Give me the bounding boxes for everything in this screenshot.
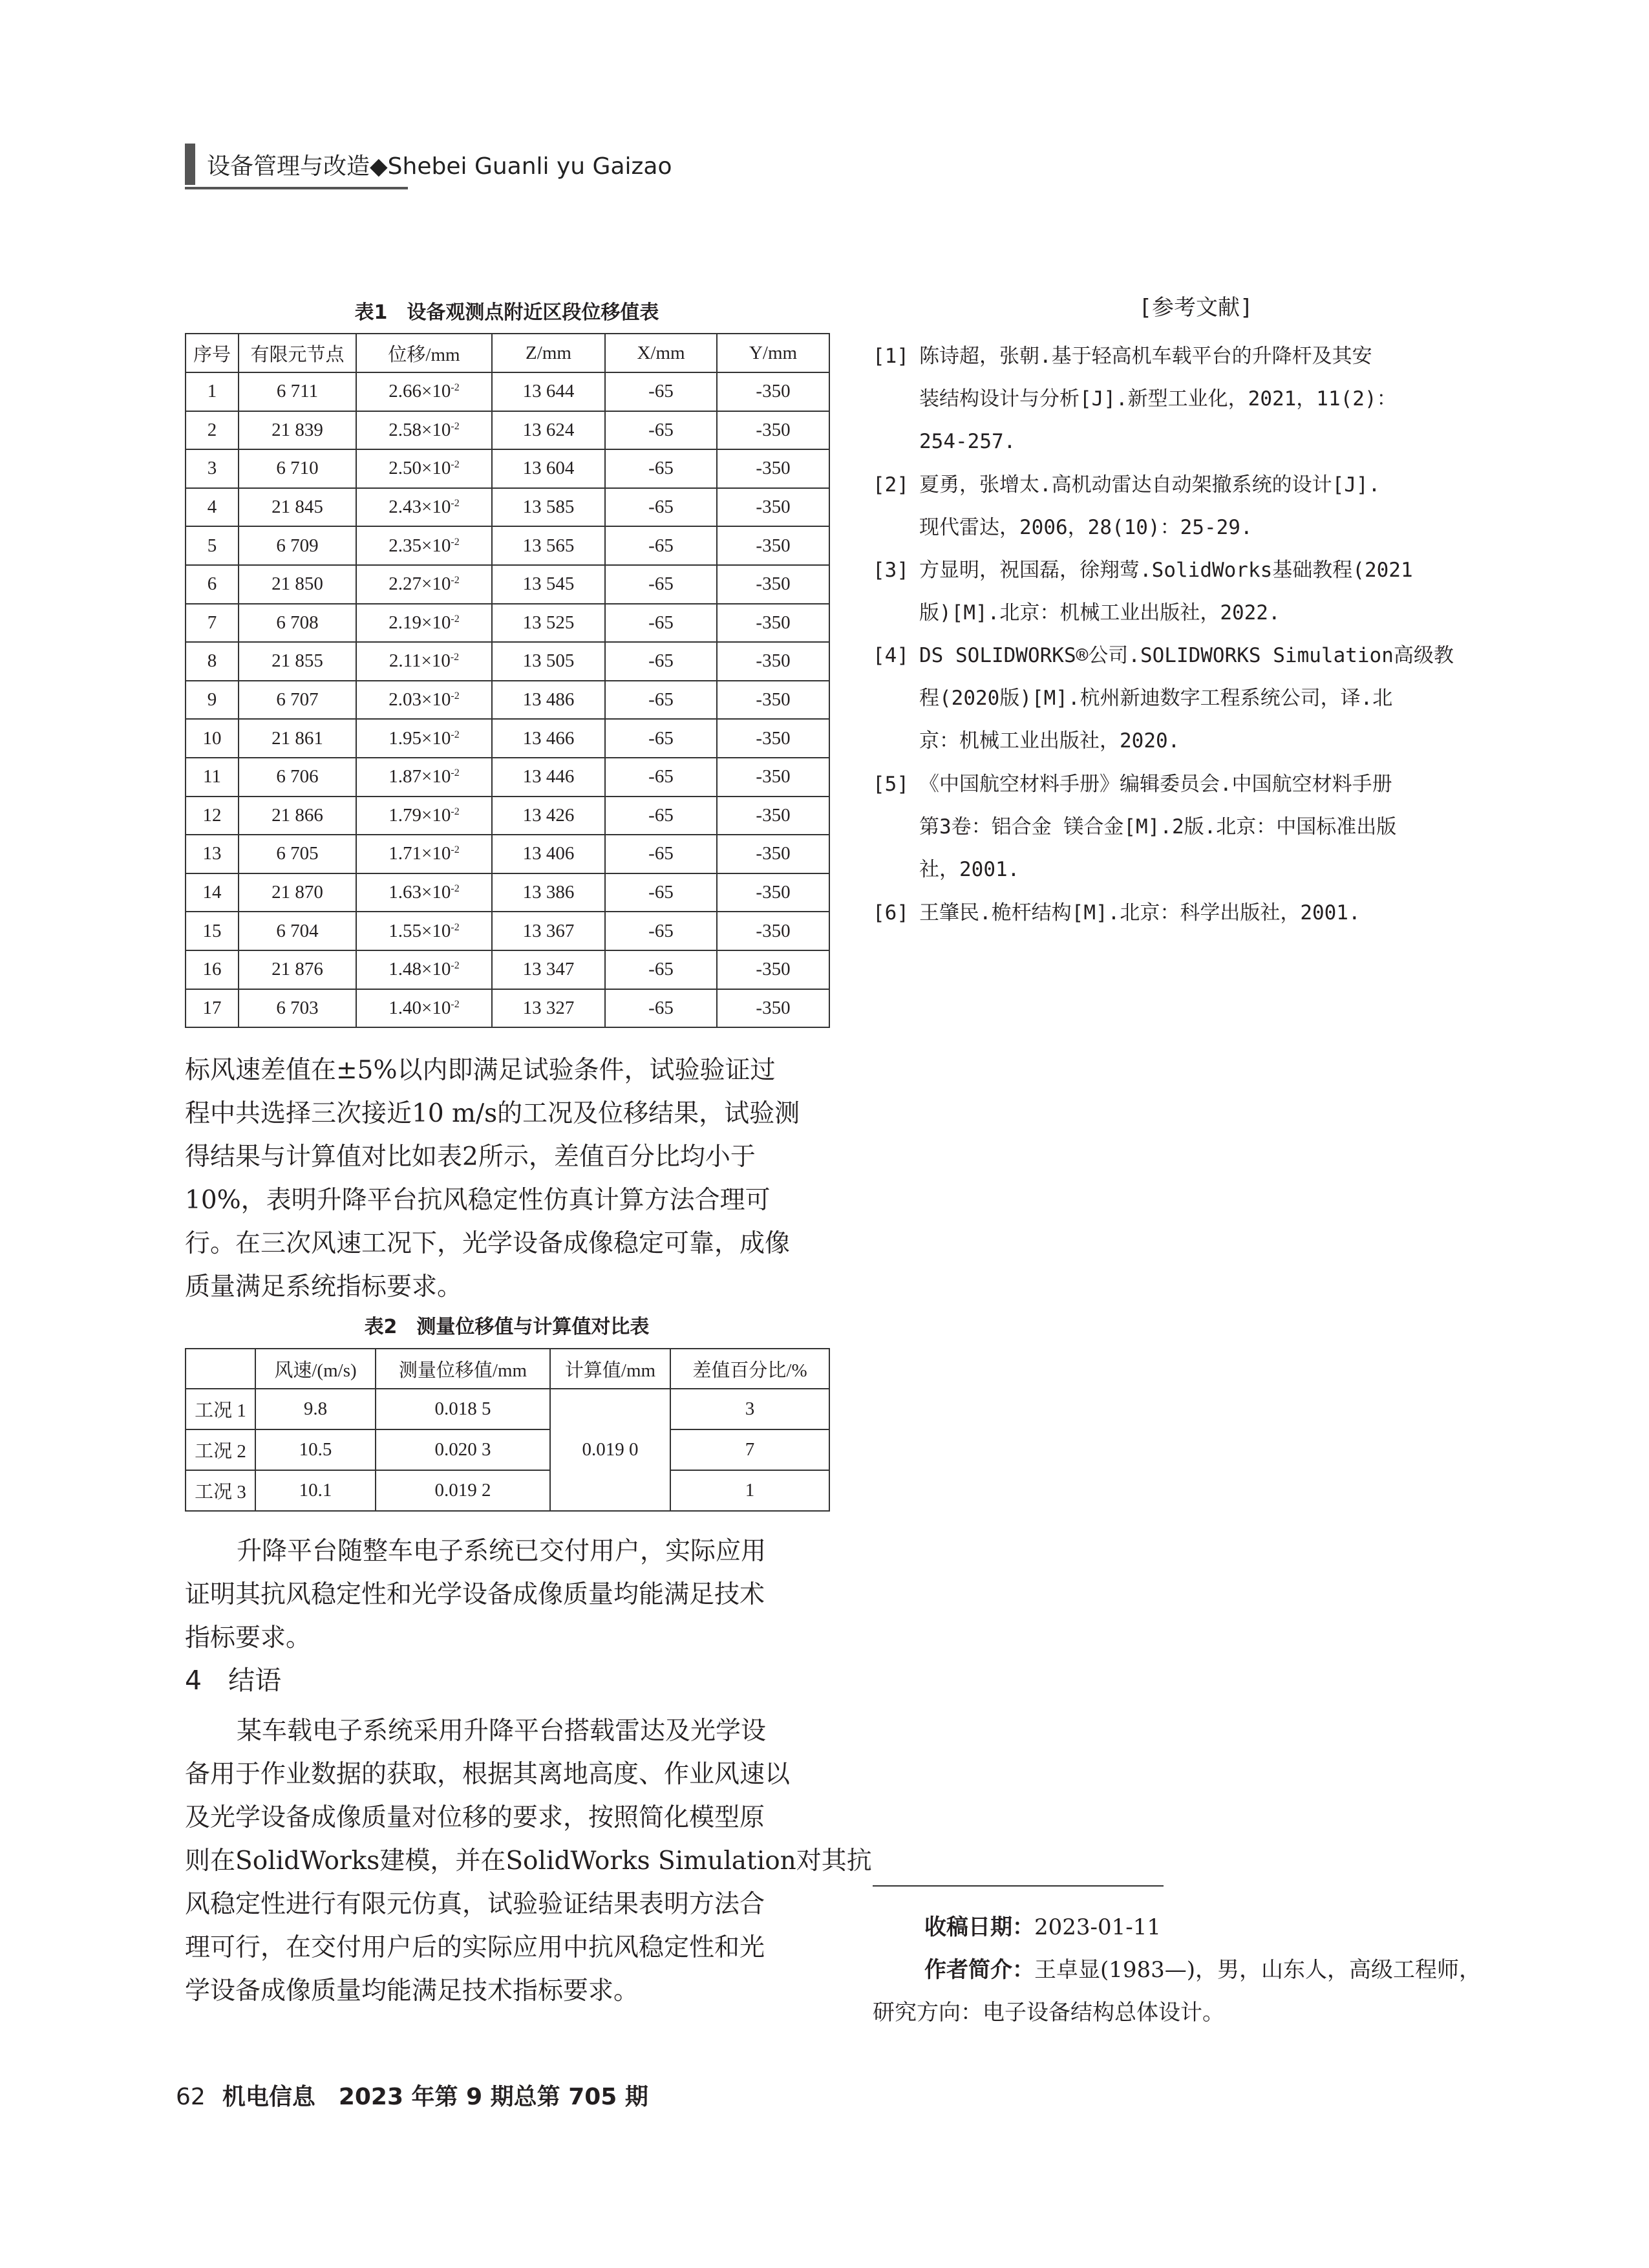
table1-cell: -350 (717, 950, 829, 989)
reference-text: 现代雷达，2006，28(10)：25-29. (919, 516, 1253, 539)
journal-title: 设备管理与改造◆Shebei Guanli yu Gaizao (207, 153, 672, 180)
table1-cell: 13 486 (492, 681, 605, 720)
table1-cell: -65 (605, 372, 717, 411)
table1-cell: 6 708 (239, 604, 356, 643)
text-line: 标风速差值在±5%以内即满足试验条件，试验验证过 (185, 1056, 776, 1085)
text-line: 则在SolidWorks建模，并在SolidWorks Simulation对其抗 (185, 1846, 872, 1876)
displacement-cell (356, 989, 492, 1028)
text-line: 程中共选择三次接近10 m/s的工况及位移结果，试验测 (185, 1099, 800, 1128)
table1-cell: -65 (605, 758, 717, 797)
table1-cell: -350 (717, 797, 829, 835)
reference-line (873, 592, 1519, 634)
reference-text: 陈诗超，张朝.基于轻高机车载平台的升降杆及其安 (919, 345, 1372, 368)
author-label: 作者简介： (924, 1957, 1034, 1983)
reference-line (873, 335, 1519, 378)
table1-cell: 6 709 (239, 526, 356, 565)
displacement-cell (356, 449, 492, 488)
displacement-cell (356, 719, 492, 758)
table1-cell: 13 624 (492, 411, 605, 450)
displacement-cell (356, 604, 492, 643)
displacement-cell (356, 488, 492, 527)
table1-row (186, 565, 829, 604)
table1-row (186, 912, 829, 950)
table1-cell: 21 870 (239, 873, 356, 912)
displacement-exponent: -2 (451, 998, 460, 1010)
table1-cell: 21 850 (239, 565, 356, 604)
table1-cell: 14 (186, 873, 239, 912)
table1-row (186, 681, 829, 720)
table1 (185, 333, 830, 1028)
page-footer (176, 2079, 648, 2112)
reference-line (873, 549, 1519, 592)
reference-text: 第3卷：铝合金 镁合金[M].2版.北京：中国标准出版 (919, 815, 1397, 839)
table1-row (186, 835, 829, 873)
table1-header-cell: Y/mm (717, 334, 829, 372)
table2-cell: 3 (670, 1389, 829, 1429)
table1-header-row (186, 334, 829, 372)
table1-row (186, 411, 829, 450)
displacement-exponent: -2 (451, 806, 460, 817)
table1-cell: 13 367 (492, 912, 605, 950)
table1-cell: -350 (717, 681, 829, 720)
table1-cell: -65 (605, 719, 717, 758)
text-line: 某车载电子系统采用升降平台搭载雷达及光学设 (237, 1717, 767, 1746)
section-4-title: 4 结语 (185, 1665, 282, 1696)
displacement-exponent: -2 (451, 382, 460, 394)
reference-line (873, 677, 1519, 720)
table1-cell: 6 705 (239, 835, 356, 873)
reference-line (873, 763, 1519, 806)
table1-cell: 13 565 (492, 526, 605, 565)
reference-text: DS SOLIDWORKS®公司.SOLIDWORKS Simulation高级教 (919, 644, 1454, 667)
reference-text: 版)[M].北京：机械工业出版社，2022. (919, 601, 1281, 625)
body-paragraph-3 (185, 1709, 872, 2013)
displacement-cell (356, 372, 492, 411)
table1-cell: -65 (605, 526, 717, 565)
reference-text: 程(2020版)[M].杭州新迪数字工程系统公司，译.北 (919, 687, 1393, 710)
reference-item (873, 549, 1519, 634)
author-info (873, 1949, 1519, 1991)
table2-cell: 工况 2 (186, 1429, 255, 1470)
table1-cell: -350 (717, 873, 829, 912)
displacement-exponent: -2 (451, 420, 460, 432)
running-header (185, 144, 672, 185)
displacement-mantissa: 1.63×10 (388, 882, 451, 903)
text-line: 及光学设备成像质量对位移的要求，按照简化模型原 (185, 1803, 765, 1832)
table1-cell: 13 545 (492, 565, 605, 604)
table1-cell: -65 (605, 797, 717, 835)
displacement-exponent: -2 (451, 613, 460, 625)
table1-row (186, 488, 829, 527)
table1-cell: 13 604 (492, 449, 605, 488)
table1-cell: 13 406 (492, 835, 605, 873)
text-line: 指标要求。 (185, 1623, 312, 1653)
displacement-cell (356, 912, 492, 950)
table1-header-cell: Z/mm (492, 334, 605, 372)
table1-cell: -350 (717, 719, 829, 758)
table1-cell: -65 (605, 488, 717, 527)
displacement-mantissa: 1.71×10 (388, 843, 451, 864)
displacement-mantissa: 1.48×10 (388, 959, 451, 980)
table1-cell: -350 (717, 488, 829, 527)
displacement-cell (356, 873, 492, 912)
table1-cell: 6 704 (239, 912, 356, 950)
text-line: 证明其抗风稳定性和光学设备成像质量均能满足技术 (185, 1580, 765, 1609)
text-line: 学设备成像质量均能满足技术指标要求。 (185, 1976, 639, 2006)
table1-cell: 13 466 (492, 719, 605, 758)
table1-cell: -65 (605, 950, 717, 989)
table1-cell: 3 (186, 449, 239, 488)
table2-calc-value: 0.019 0 (550, 1389, 670, 1511)
reference-text: 方显明，祝国磊，徐翔莺.SolidWorks基础教程(2021 (919, 559, 1413, 582)
displacement-mantissa: 1.95×10 (388, 727, 451, 749)
table1-cell: 6 703 (239, 989, 356, 1028)
reference-text: 京：机械工业出版社，2020. (919, 729, 1180, 753)
reference-line (873, 378, 1519, 420)
table2-cell: 7 (670, 1429, 829, 1470)
text-line: 行。在三次风速工况下，光学设备成像稳定可靠，成像 (185, 1229, 791, 1258)
reference-text: 社，2001. (919, 858, 1020, 881)
table1-cell: -350 (717, 411, 829, 450)
table1-header-cell: 有限元节点 (239, 334, 356, 372)
table1-cell: 6 710 (239, 449, 356, 488)
table1-cell: 21 855 (239, 642, 356, 681)
body-paragraph-2 (185, 1530, 829, 1660)
table2-cell: 1 (670, 1470, 829, 1511)
table2-cell: 工况 1 (186, 1389, 255, 1429)
received-label: 收稿日期： (924, 1914, 1034, 1940)
text-line: 得结果与计算值对比如表2所示，差值百分比均小于 (185, 1142, 756, 1171)
table1-cell: -350 (717, 989, 829, 1028)
table1-cell: -65 (605, 873, 717, 912)
displacement-mantissa: 2.03×10 (388, 689, 451, 711)
table2-header-cell: 计算值/mm (550, 1349, 670, 1389)
displacement-mantissa: 1.40×10 (388, 997, 451, 1018)
table1-cell: -65 (605, 565, 717, 604)
table1-cell: 5 (186, 526, 239, 565)
table2-cell: 10.1 (255, 1470, 376, 1511)
table1-cell: -65 (605, 604, 717, 643)
reference-line (873, 464, 1519, 506)
table1-cell: 21 866 (239, 797, 356, 835)
displacement-mantissa: 1.55×10 (388, 920, 451, 941)
displacement-exponent: -2 (451, 690, 460, 702)
table1-cell: -350 (717, 604, 829, 643)
table1-cell: 13 585 (492, 488, 605, 527)
table1-cell: 12 (186, 797, 239, 835)
table1-cell: -65 (605, 681, 717, 720)
table1-row (186, 989, 829, 1028)
displacement-mantissa: 1.87×10 (388, 766, 451, 787)
table1-cell: 13 426 (492, 797, 605, 835)
references-title: [参考文献] (1138, 295, 1253, 321)
table1-cell: 21 861 (239, 719, 356, 758)
table1-cell: -350 (717, 758, 829, 797)
table1-row (186, 449, 829, 488)
displacement-mantissa: 2.66×10 (388, 381, 451, 402)
table1-cell: 13 386 (492, 873, 605, 912)
received-date-value: 2023-01-11 (1034, 1914, 1162, 1940)
author-line-2: 研究方向：电子设备结构总体设计。 (873, 2000, 1224, 2026)
reference-item (873, 634, 1519, 762)
displacement-exponent: -2 (451, 575, 460, 586)
table2-header-cell: 测量位移值/mm (376, 1349, 550, 1389)
table1-row (186, 950, 829, 989)
reference-line (873, 420, 1519, 463)
table2-header-cell: 风速/(m/s) (255, 1349, 376, 1389)
reference-number: [5] (873, 773, 909, 796)
reference-text: 王肇民.桅杆结构[M].北京：科学出版社，2001. (919, 901, 1361, 925)
displacement-cell (356, 411, 492, 450)
table1-cell: 4 (186, 488, 239, 527)
table1-row (186, 372, 829, 411)
reference-text: 夏勇，张增太.高机动雷达自动架撤系统的设计[J]. (919, 473, 1381, 497)
table1-cell: -350 (717, 835, 829, 873)
table2-row (186, 1389, 829, 1429)
table2-header-cell (186, 1349, 255, 1389)
table2-cell: 0.020 3 (376, 1429, 550, 1470)
table1-cell: -350 (717, 526, 829, 565)
table1-cell: -65 (605, 449, 717, 488)
table1-cell: 13 505 (492, 642, 605, 681)
displacement-mantissa: 2.50×10 (388, 458, 451, 479)
table1-row (186, 642, 829, 681)
reference-line (873, 634, 1519, 677)
displacement-exponent: -2 (451, 498, 460, 509)
table1-cell: 6 (186, 565, 239, 604)
table1-cell: 11 (186, 758, 239, 797)
text-line: 备用于作业数据的获取，根据其离地高度、作业风速以 (185, 1760, 791, 1789)
displacement-mantissa: 2.19×10 (388, 612, 451, 633)
displacement-cell (356, 835, 492, 873)
reference-number: [3] (873, 559, 909, 582)
displacement-mantissa: 2.35×10 (388, 535, 451, 556)
text-line: 风稳定性进行有限元仿真，试验验证结果表明方法合 (185, 1890, 765, 1919)
table1-header-cell: X/mm (605, 334, 717, 372)
reference-number: [2] (873, 473, 909, 497)
table1-cell: 7 (186, 604, 239, 643)
reference-item (873, 892, 1519, 934)
table2 (185, 1348, 830, 1512)
received-date (873, 1906, 1519, 1949)
displacement-mantissa: 2.58×10 (388, 419, 451, 440)
table1-cell: 15 (186, 912, 239, 950)
displacement-mantissa: 2.11×10 (388, 650, 451, 672)
displacement-exponent: -2 (451, 883, 460, 895)
table2-header-cell: 差值百分比/% (670, 1349, 829, 1389)
table1-cell: -65 (605, 411, 717, 450)
table1-cell: 21 839 (239, 411, 356, 450)
table1-cell: 6 711 (239, 372, 356, 411)
table1-cell: 6 706 (239, 758, 356, 797)
displacement-cell (356, 758, 492, 797)
table1-cell: -350 (717, 565, 829, 604)
table1-cell: 21 845 (239, 488, 356, 527)
table2-row (186, 1470, 829, 1511)
text-line: 升降平台随整车电子系统已交付用户，实际应用 (237, 1537, 767, 1566)
table1-cell: 1 (186, 372, 239, 411)
table2-cell: 0.018 5 (376, 1389, 550, 1429)
displacement-exponent: -2 (451, 921, 460, 933)
table1-header-cell: 序号 (186, 334, 239, 372)
displacement-cell (356, 681, 492, 720)
reference-number: [6] (873, 901, 909, 925)
reference-text: 《中国航空材料手册》编辑委员会.中国航空材料手册 (919, 773, 1392, 796)
table1-cell: 6 707 (239, 681, 356, 720)
table1-cell: 13 446 (492, 758, 605, 797)
table1-row (186, 604, 829, 643)
table1-row (186, 526, 829, 565)
table1-cell: -350 (717, 449, 829, 488)
table1-cell: 17 (186, 989, 239, 1028)
table1-cell: -65 (605, 989, 717, 1028)
table2-row (186, 1429, 829, 1470)
reference-line (873, 848, 1519, 891)
displacement-exponent: -2 (451, 459, 460, 471)
text-line: 10%，表明升降平台抗风稳定性仿真计算方法合理可 (185, 1186, 771, 1215)
table1-header-cell: 位移/mm (356, 334, 492, 372)
displacement-exponent: -2 (451, 767, 460, 779)
reference-line (873, 892, 1519, 934)
table1-cell: 16 (186, 950, 239, 989)
displacement-exponent: -2 (451, 729, 460, 740)
header-rule (185, 187, 408, 189)
reference-line (873, 720, 1519, 762)
page-number: 62 (176, 2084, 206, 2110)
table1-cell: 21 876 (239, 950, 356, 989)
reference-line (873, 506, 1519, 549)
table2-cell: 0.019 2 (376, 1470, 550, 1511)
table1-cell: 13 347 (492, 950, 605, 989)
table1-cell: -65 (605, 912, 717, 950)
footnote-rule (873, 1885, 1164, 1887)
displacement-exponent: -2 (451, 844, 460, 856)
displacement-cell (356, 565, 492, 604)
table1-row (186, 719, 829, 758)
table1-cell: 13 644 (492, 372, 605, 411)
table1-row (186, 873, 829, 912)
table1-cell: 13 327 (492, 989, 605, 1028)
table2-header-row (186, 1349, 829, 1389)
displacement-cell (356, 642, 492, 681)
reference-item (873, 335, 1519, 463)
table1-row (186, 758, 829, 797)
table1-cell: 9 (186, 681, 239, 720)
table2-caption: 表2 测量位移值与计算值对比表 (364, 1316, 650, 1338)
displacement-mantissa: 2.27×10 (388, 573, 451, 595)
footer-journal: 机电信息 2023 年第 9 期总第 705 期 (222, 2084, 648, 2110)
displacement-exponent: -2 (451, 960, 460, 972)
reference-number: [4] (873, 644, 909, 667)
table1-cell: 10 (186, 719, 239, 758)
table1-cell: 13 (186, 835, 239, 873)
displacement-cell (356, 950, 492, 989)
table1-cell: -350 (717, 912, 829, 950)
reference-item (873, 464, 1519, 549)
table1-cell: 13 525 (492, 604, 605, 643)
table2-cell: 工况 3 (186, 1470, 255, 1511)
author-line-1: 王卓显(1983—)，男，山东人，高级工程师， (1034, 1957, 1482, 1983)
table2-cell: 9.8 (255, 1389, 376, 1429)
displacement-mantissa: 2.43×10 (388, 497, 451, 518)
table1-cell: -65 (605, 835, 717, 873)
table1-cell: 2 (186, 411, 239, 450)
displacement-cell (356, 526, 492, 565)
table1-row (186, 797, 829, 835)
displacement-cell (356, 797, 492, 835)
header-bar (185, 144, 195, 185)
body-paragraph-1 (185, 1049, 829, 1309)
table1-cell: -350 (717, 372, 829, 411)
table1-caption: 表1 设备观测点附近区段位移值表 (354, 301, 659, 324)
reference-number: [1] (873, 345, 909, 368)
displacement-exponent: -2 (450, 652, 460, 663)
text-line: 质量满足系统指标要求。 (185, 1272, 463, 1301)
reference-text: 254-257. (919, 430, 1016, 453)
displacement-exponent: -2 (451, 536, 460, 548)
table1-cell: -65 (605, 642, 717, 681)
reference-text: 装结构设计与分析[J].新型工业化，2021，11(2)： (919, 387, 1397, 411)
author-info-2 (873, 1991, 1519, 2034)
displacement-mantissa: 1.79×10 (388, 804, 451, 826)
reference-item (873, 763, 1519, 891)
table1-cell: 8 (186, 642, 239, 681)
table1-cell: -350 (717, 642, 829, 681)
reference-line (873, 806, 1519, 848)
text-line: 理可行，在交付用户后的实际应用中抗风稳定性和光 (185, 1933, 765, 1962)
table2-cell: 10.5 (255, 1429, 376, 1470)
